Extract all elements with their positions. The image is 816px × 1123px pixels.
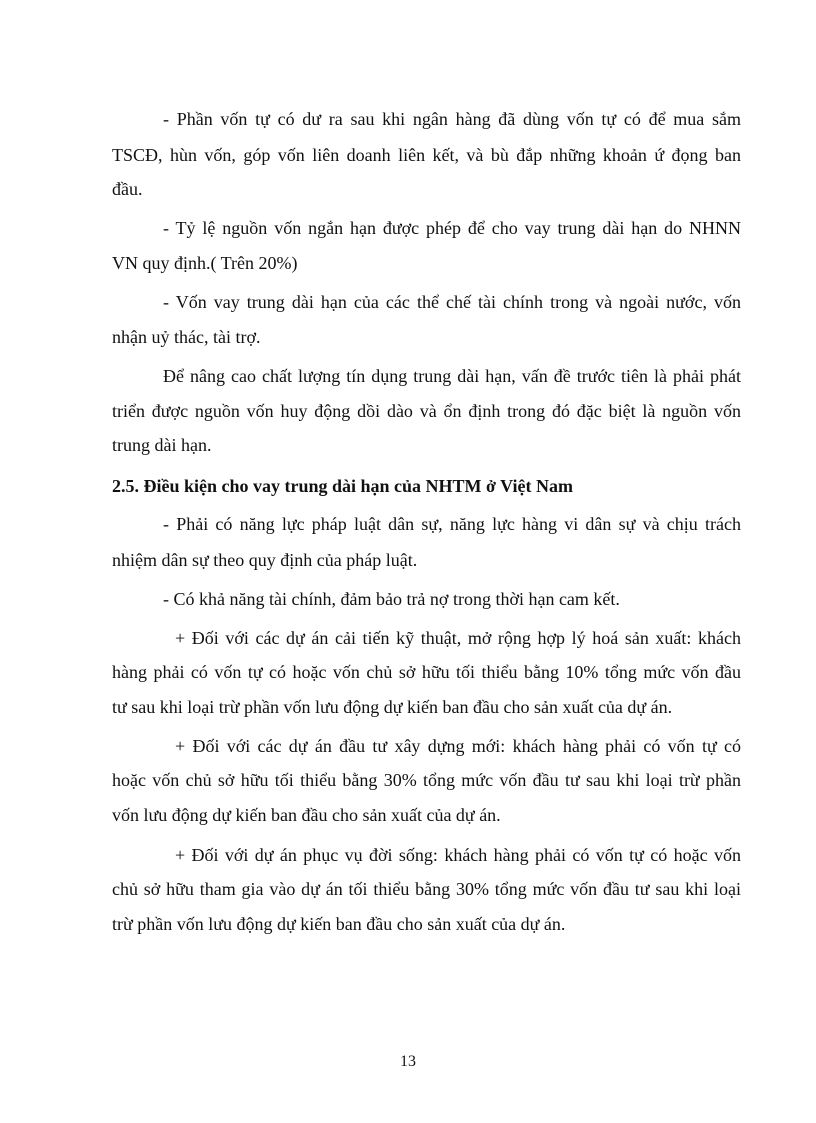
section-heading: 2.5. Điều kiện cho vay trung dài hạn của NHTM ở Việt Nam xyxy=(112,476,573,496)
paragraph-3-line-1: - Vốn vay trung dài hạn của các thể chế tài chính trong và ngoài nước, vốn xyxy=(163,292,741,312)
paragraph-4-line-1: Để nâng cao chất lượng tín dụng trung dài hạn, vấn đề trước tiên là phải phát xyxy=(163,366,741,386)
paragraph-2-line-1: - Tỷ lệ nguồn vốn ngắn hạn được phép để cho vay trung dài hạn do NHNN xyxy=(163,218,741,238)
paragraph-2-line-2: VN quy định.( Trên 20%) xyxy=(112,253,298,273)
paragraph-1-line-3: đầu. xyxy=(112,179,143,199)
paragraph-1-line-2: TSCĐ, hùn vốn, góp vốn liên doanh liên kết, và bù đắp những khoản ứ đọng ban xyxy=(112,145,741,165)
paragraph-6-line-1: - Có khả năng tài chính, đảm bảo trả nợ trong thời hạn cam kết. xyxy=(163,589,620,609)
paragraph-5-line-1: - Phải có năng lực pháp luật dân sự, năng lực hàng vi dân sự và chịu trách xyxy=(163,514,741,534)
paragraph-4-line-2: triển được nguồn vốn huy động dồi dào và ổn định trong đó đặc biệt là nguồn vốn xyxy=(112,401,741,421)
paragraph-7-line-1: + Đối với các dự án cải tiến kỹ thuật, mở rộng hợp lý hoá sản xuất: khách xyxy=(175,628,741,648)
paragraph-4-line-3: trung dài hạn. xyxy=(112,435,212,455)
paragraph-9-line-1: + Đối với dự án phục vụ đời sống: khách hàng phải có vốn tự có hoặc vốn xyxy=(175,845,741,865)
page-number: 13 xyxy=(400,1053,416,1070)
paragraph-3-line-2: nhận uỷ thác, tài trợ. xyxy=(112,327,261,347)
paragraph-9-line-3: trừ phần vốn lưu động dự kiến ban đầu cho sản xuất của dự án. xyxy=(112,914,566,934)
paragraph-8-line-1: + Đối với các dự án đầu tư xây dựng mới: khách hàng phải có vốn tự có xyxy=(175,736,741,756)
paragraph-5-line-2: nhiệm dân sự theo quy định của pháp luật. xyxy=(112,550,418,570)
paragraph-9-line-2: chủ sở hữu tham gia vào dự án tối thiểu bằng 30% tổng mức vốn đầu tư sau khi loại xyxy=(112,879,741,899)
paragraph-7-line-3: tư sau khi loại trừ phần vốn lưu động dự kiến ban đầu cho sản xuất của dự án. xyxy=(112,697,673,717)
paragraph-1-line-1: - Phần vốn tự có dư ra sau khi ngân hàng đã dùng vốn tự có để mua sắm xyxy=(163,109,741,129)
paragraph-8-line-3: vốn lưu động dự kiến ban đầu cho sản xuất của dự án. xyxy=(112,805,501,825)
paragraph-8-line-2: hoặc vốn chủ sở hữu tối thiểu bằng 30% tổng mức vốn đầu tư sau khi loại trừ phần xyxy=(112,770,741,790)
paragraph-7-line-2: hàng phải có vốn tự có hoặc vốn chủ sở hữu tối thiểu bằng 10% tổng mức vốn đầu xyxy=(112,662,741,682)
